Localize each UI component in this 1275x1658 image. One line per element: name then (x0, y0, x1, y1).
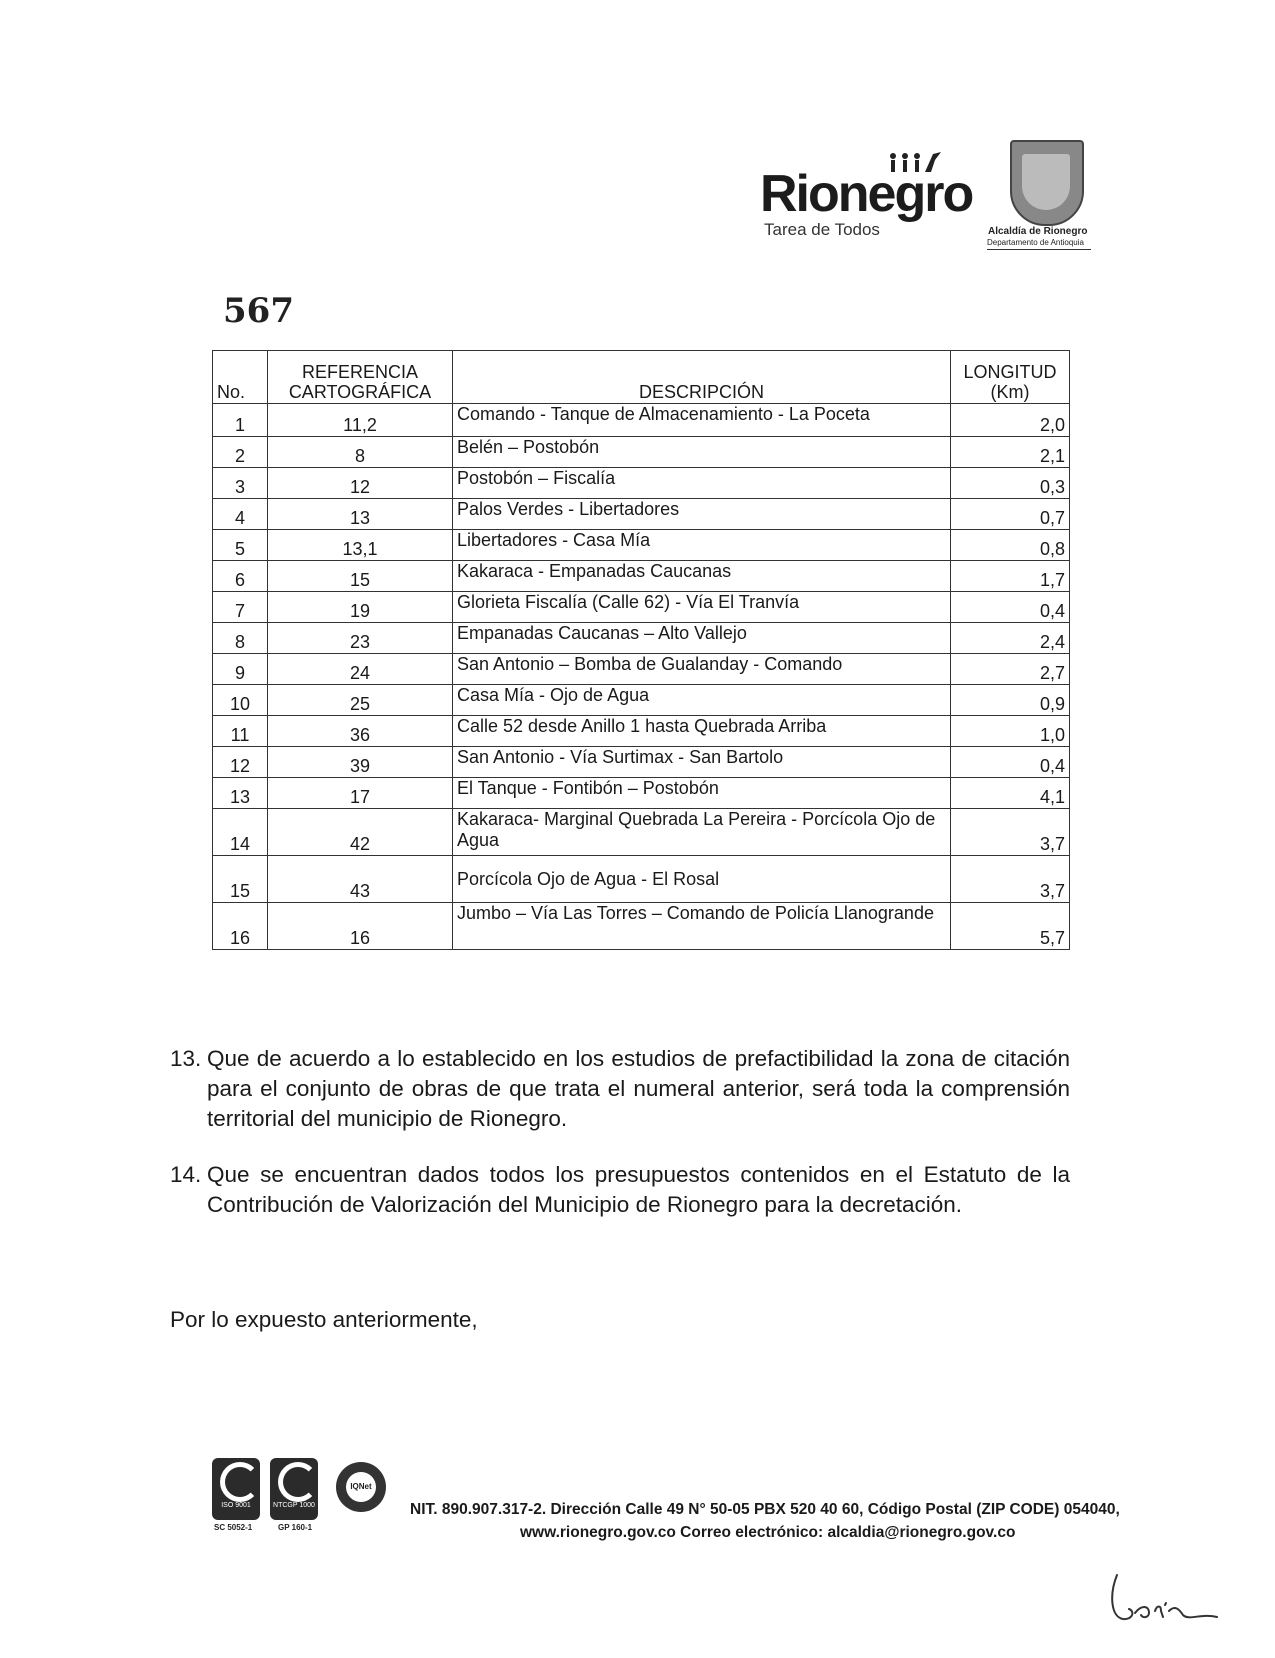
cell-length: 2,7 (951, 654, 1070, 685)
cell-length: 5,7 (951, 903, 1070, 950)
cell-no: 1 (213, 404, 268, 437)
cell-reference: 11,2 (268, 404, 453, 437)
cell-length: 0,9 (951, 685, 1070, 716)
header-no: No. (213, 351, 268, 404)
seal-caption: Alcaldía de Rionegro (988, 226, 1088, 237)
cell-no: 2 (213, 437, 268, 468)
cell-reference: 25 (268, 685, 453, 716)
logo-wordmark: Rionegro (760, 165, 973, 223)
paragraph-14 (170, 1160, 1070, 1220)
cell-description: Porcícola Ojo de Agua - El Rosal (453, 856, 951, 903)
cell-no: 16 (213, 903, 268, 950)
paragraph-number: 13. (170, 1046, 202, 1071)
cell-description: Kakaraca - Empanadas Caucanas (453, 561, 951, 592)
header-length: LONGITUD (Km) (951, 351, 1070, 404)
table-row (213, 592, 1070, 623)
cell-description: Belén – Postobón (453, 437, 951, 468)
seal-divider (987, 249, 1091, 250)
cell-length: 0,4 (951, 747, 1070, 778)
cell-no: 14 (213, 809, 268, 856)
cell-no: 3 (213, 468, 268, 499)
cell-length: 2,4 (951, 623, 1070, 654)
cell-no: 6 (213, 561, 268, 592)
cell-length: 1,7 (951, 561, 1070, 592)
cell-no: 11 (213, 716, 268, 747)
table-header-row (213, 351, 1070, 404)
cert-caption: GP 160-1 (278, 1523, 313, 1532)
cell-no: 13 (213, 778, 268, 809)
cert-inner-label: NTCGP 1000 (273, 1502, 315, 1509)
icontec-iso-certification-icon (212, 1458, 260, 1520)
rionegro-logo (760, 150, 990, 240)
icontec-ntcgp-certification-icon (270, 1458, 318, 1520)
cell-description: Jumbo – Vía Las Torres – Comando de Policía Llanogrande (453, 903, 951, 950)
cell-length: 0,3 (951, 468, 1070, 499)
cell-length: 3,7 (951, 856, 1070, 903)
cell-description: Kakaraca- Marginal Quebrada La Pereira - Porcícola Ojo de Agua (453, 809, 951, 856)
cell-length: 3,7 (951, 809, 1070, 856)
paragraph-text: Que de acuerdo a lo establecido en los estudios de prefactibilidad la zona de citación para el conjunto de obras de que trata el numeral anterior, será toda la comprensión territorial del municipio de Rionegro. (207, 1046, 1070, 1131)
cell-no: 15 (213, 856, 268, 903)
paragraph-number: 14. (170, 1162, 202, 1187)
iqnet-certification-icon (336, 1462, 386, 1512)
cell-length: 1,0 (951, 716, 1070, 747)
header-description: DESCRIPCIÓN (453, 351, 951, 404)
footer-address: NIT. 890.907.317-2. Dirección Calle 49 N° 50-05 PBX 520 40 60, Código Postal (ZIP CODE) 054040, (410, 1501, 1120, 1518)
table-row (213, 404, 1070, 437)
closing-line: Por lo expuesto anteriormente, (170, 1307, 478, 1332)
municipal-seal-icon (1010, 140, 1084, 226)
table-row (213, 747, 1070, 778)
cell-length: 0,8 (951, 530, 1070, 561)
seal-subcaption: Departamento de Antioquia (987, 238, 1084, 247)
cell-no: 8 (213, 623, 268, 654)
cell-reference: 36 (268, 716, 453, 747)
paragraph-13 (170, 1044, 1070, 1134)
cell-length: 2,0 (951, 404, 1070, 437)
cell-description: Casa Mía - Ojo de Agua (453, 685, 951, 716)
cell-reference: 16 (268, 903, 453, 950)
cell-description: Postobón – Fiscalía (453, 468, 951, 499)
cell-no: 7 (213, 592, 268, 623)
cell-no: 10 (213, 685, 268, 716)
cell-reference: 13,1 (268, 530, 453, 561)
cell-no: 4 (213, 499, 268, 530)
header-reference: REFERENCIA CARTOGRÁFICA (268, 351, 453, 404)
cell-length: 2,1 (951, 437, 1070, 468)
table-row (213, 856, 1070, 903)
table-row (213, 903, 1070, 950)
cell-reference: 43 (268, 856, 453, 903)
cell-reference: 19 (268, 592, 453, 623)
cell-length: 0,4 (951, 592, 1070, 623)
table-row (213, 685, 1070, 716)
cell-no: 9 (213, 654, 268, 685)
cell-description: San Antonio - Vía Surtimax - San Bartolo (453, 747, 951, 778)
cell-length: 0,7 (951, 499, 1070, 530)
table-row (213, 561, 1070, 592)
logo-tagline: Tarea de Todos (764, 220, 880, 239)
cert-caption: SC 5052-1 (214, 1523, 253, 1532)
cell-description: Empanadas Caucanas – Alto Vallejo (453, 623, 951, 654)
cell-reference: 23 (268, 623, 453, 654)
cell-description: El Tanque - Fontibón – Postobón (453, 778, 951, 809)
table-row (213, 468, 1070, 499)
document-number: 567 (223, 291, 294, 331)
cell-reference: 17 (268, 778, 453, 809)
table-row (213, 809, 1070, 856)
cell-description: Libertadores - Casa Mía (453, 530, 951, 561)
table-row (213, 623, 1070, 654)
cell-description: Palos Verdes - Libertadores (453, 499, 951, 530)
cell-reference: 24 (268, 654, 453, 685)
cell-no: 12 (213, 747, 268, 778)
iqnet-label: IQNet (346, 1472, 376, 1502)
table-row (213, 716, 1070, 747)
routes-table (212, 350, 1070, 950)
cell-description: Glorieta Fiscalía (Calle 62) - Vía El Tranvía (453, 592, 951, 623)
footer-contact: www.rionegro.gov.co Correo electrónico: alcaldia@rionegro.gov.co (520, 1524, 1016, 1541)
cert-inner-label: ISO 9001 (221, 1502, 251, 1509)
cell-length: 4,1 (951, 778, 1070, 809)
cell-reference: 39 (268, 747, 453, 778)
cell-reference: 12 (268, 468, 453, 499)
cell-reference: 15 (268, 561, 453, 592)
cell-description: Comando - Tanque de Almacenamiento - La Poceta (453, 404, 951, 437)
table-row (213, 530, 1070, 561)
cell-no: 5 (213, 530, 268, 561)
cell-description: San Antonio – Bomba de Gualanday - Comando (453, 654, 951, 685)
table-row (213, 437, 1070, 468)
paragraph-text: Que se encuentran dados todos los presupuestos contenidos en el Estatuto de la Contribución de Valorización del Municipio de Rionegro para la decretación. (207, 1162, 1070, 1217)
table-row (213, 654, 1070, 685)
cell-description: Calle 52 desde Anillo 1 hasta Quebrada Arriba (453, 716, 951, 747)
cell-reference: 8 (268, 437, 453, 468)
cell-reference: 42 (268, 809, 453, 856)
cell-reference: 13 (268, 499, 453, 530)
table-row (213, 778, 1070, 809)
table-row (213, 499, 1070, 530)
handwritten-signature-icon (1105, 1565, 1225, 1625)
